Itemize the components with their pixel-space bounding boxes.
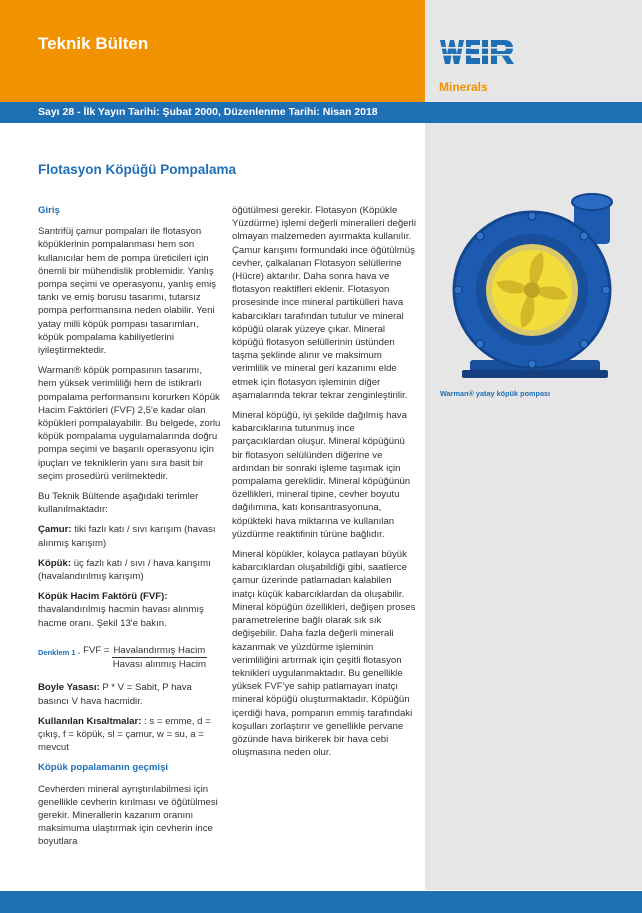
term-text: tiki fazlı katı / sıvı karışım (havası alınmış karışım): [38, 524, 216, 549]
figure-caption: Warman® yatay köpük pompası: [440, 389, 551, 398]
weir-logo: [440, 38, 518, 66]
term-text: P * V = Sabit, P hava basıncı V hava hacmidir.: [38, 682, 192, 707]
brand-minerals: Minerals: [439, 80, 488, 94]
term-text: thavalandırılmış hacmin havası alınmış hacme oranı. Şekil 13'e bakın.: [38, 604, 204, 629]
equation-denominator: Havası alınmış Hacim: [112, 659, 206, 671]
froth-types-paragraph: Mineral köpükler, kolayca patlayan büyük kabarcıklardan oluşabildiği gibi, saatlerce çamur üzerinde patlamadan kalabilen inatçı küçük kabarcıklardan da oluşabilir. Mineral köpüğün özellikleri, değişen proses parametrelerine bağlı olarak sık sık değişebilir. Daha fazla değerli minerali kazanmak ve yüzdürme işleminin verimliliğini artırmak için çeşitli flotasyon teknikleri uygulanmaktadır. Bu genellikle yüksek FVF'ye sahip patlamayan inatçı mineral köpüğü oluşturmaktadır. Köpüğün içerdiği hava, pompanın emmiş tarafındaki koşulları zorlaştırır ve genellikle pervane gözünde hava birikerek bir hava cebi oluşmasına neden olur.: [232, 549, 416, 759]
history-heading: Köpük popalamanın geçmişi: [38, 762, 169, 774]
equation-label: Denklem 1 -: [38, 647, 81, 657]
equation-lhs: FVF =: [83, 644, 110, 656]
boyle-law: [38, 681, 223, 707]
term-text: üç fazlı katı / sıvı / hava karışımı (havalandırılmış karışım): [38, 557, 211, 583]
term-text: : s = emme, d = çıkış, f = köpük, sl = çamur, w = su, a = mevcut: [38, 715, 211, 754]
left-column: [38, 204, 223, 856]
design-paragraph: Warman® köpük pompasının tasarımı, hem yüksek verimliliği hem de istikrarlı pompalama performansını korurken Köpük Hacim Faktörleri (FVF) 2,5'e kadar olan köpükleri pompalayabilir. Bu belgede, zorlu köpük pompalama uygulamalarında doğru pompa seçimi ve başarılı operasyonu için ipuçları ve tekniklerin yanı sıra basit bir seçim prosedürü verilmektedir.: [38, 365, 221, 482]
term-label: Boyle Yasası:: [38, 682, 100, 694]
terms-intro: Bu Teknik Bültende aşağıdaki terimler kullanılmaktadır:: [38, 491, 199, 516]
intro-paragraph: Santrifüj çamur pompaları ile flotasyon köpüklerinin pompalanması hem son kullanıcılar hem de pompa üreticileri için önemli bir mühendislik problemidir. Yanlış pompa seçimi ve operasyonu, yanlış emiş tankı ve emiş borusu tasarımı, tutarsız pompa performansına neden olabilir. Yeni yatay milli köpük pompası tasarımları, köpük pompalama kabiliyetlerini iyileştirmektedir.: [38, 226, 217, 357]
intro-heading: Giriş: [38, 205, 60, 216]
equation-fraction: [112, 644, 208, 671]
term-fvf: [38, 590, 223, 630]
history-paragraph: Cevherden mineral ayrıştırılabilmesi için genellikle cevherin kırılması ve öğütülmesi gerekir. Minerallerin kazanım oranını maksimuma ulaştırmak için cevherin ince boyutlara: [38, 783, 218, 848]
bulletin-title: Teknik Bülten: [38, 34, 149, 53]
froth-paragraph: Mineral köpüğü, iyi şekilde dağılmış hava kabarcıklarına tutunmuş ince parçacıklardan oluşur. Mineral köpüğünü bir flotasyon selülünden diğerine ve ardından bir sonraki işleme taşımak için pompalama gereklidir. Mineral köpüğünün özellikleri, mineral tipine, cevher boyutu dağılımına, katı konsantrasyonuna, köpükteki hava miktarına ve kullanılan yüzdürme reaktifinin türüne bağlıdır.: [232, 410, 411, 540]
equation-1: [38, 644, 223, 671]
term-label: Çamur:: [38, 524, 72, 536]
flotation-paragraph: öğütülmesi gerekir. Flotasyon (Köpükle Yüzdürme) işlemi değerli mineralleri değerli olmayan malzemeden ayırmakta kullanılır. Çamur karışımı formundaki ince öğütülmüş cevher, çalkalanan Flotasyon selüllerine (Hücre) aktarılır. Daha sonra hava ve flotasyon reaktifleri eklenir. Flotasyon prosesinde ince mineral partikülleri hava kabarcıkları tarafından tutulur ve mineral köpüğü olarak yüzeye çıkar. Mineral köpüğü flotasyon selüllerinin üstünden taşma şeklinde alınır ve maksimum verimlilik ve mineral geri kazanımı elde etmek için flotasyon işleminin diğer aşamalarında tekrar tekrar zenginleştirilir.: [232, 205, 416, 401]
term-froth: [38, 557, 223, 583]
term-slurry: [38, 523, 223, 549]
term-label: Köpük:: [38, 557, 72, 569]
middle-column: [232, 204, 417, 766]
term-label: Kullanılan Kısaltmalar:: [38, 715, 142, 727]
document-title: Flotasyon Köpüğü Pompalama: [38, 162, 237, 177]
term-label: Köpük Hacim Faktörü (FVF):: [38, 591, 168, 603]
centrifugal-pump-image: [452, 192, 618, 382]
footer-band: [0, 891, 642, 913]
abbreviations: [38, 715, 223, 755]
equation-numerator: Havalandırmış Hacim: [112, 644, 208, 658]
issue-info: Sayı 28 - İlk Yayın Tarihi: Şubat 2000, Düzenlenme Tarihi: Nisan 2018: [38, 106, 378, 118]
